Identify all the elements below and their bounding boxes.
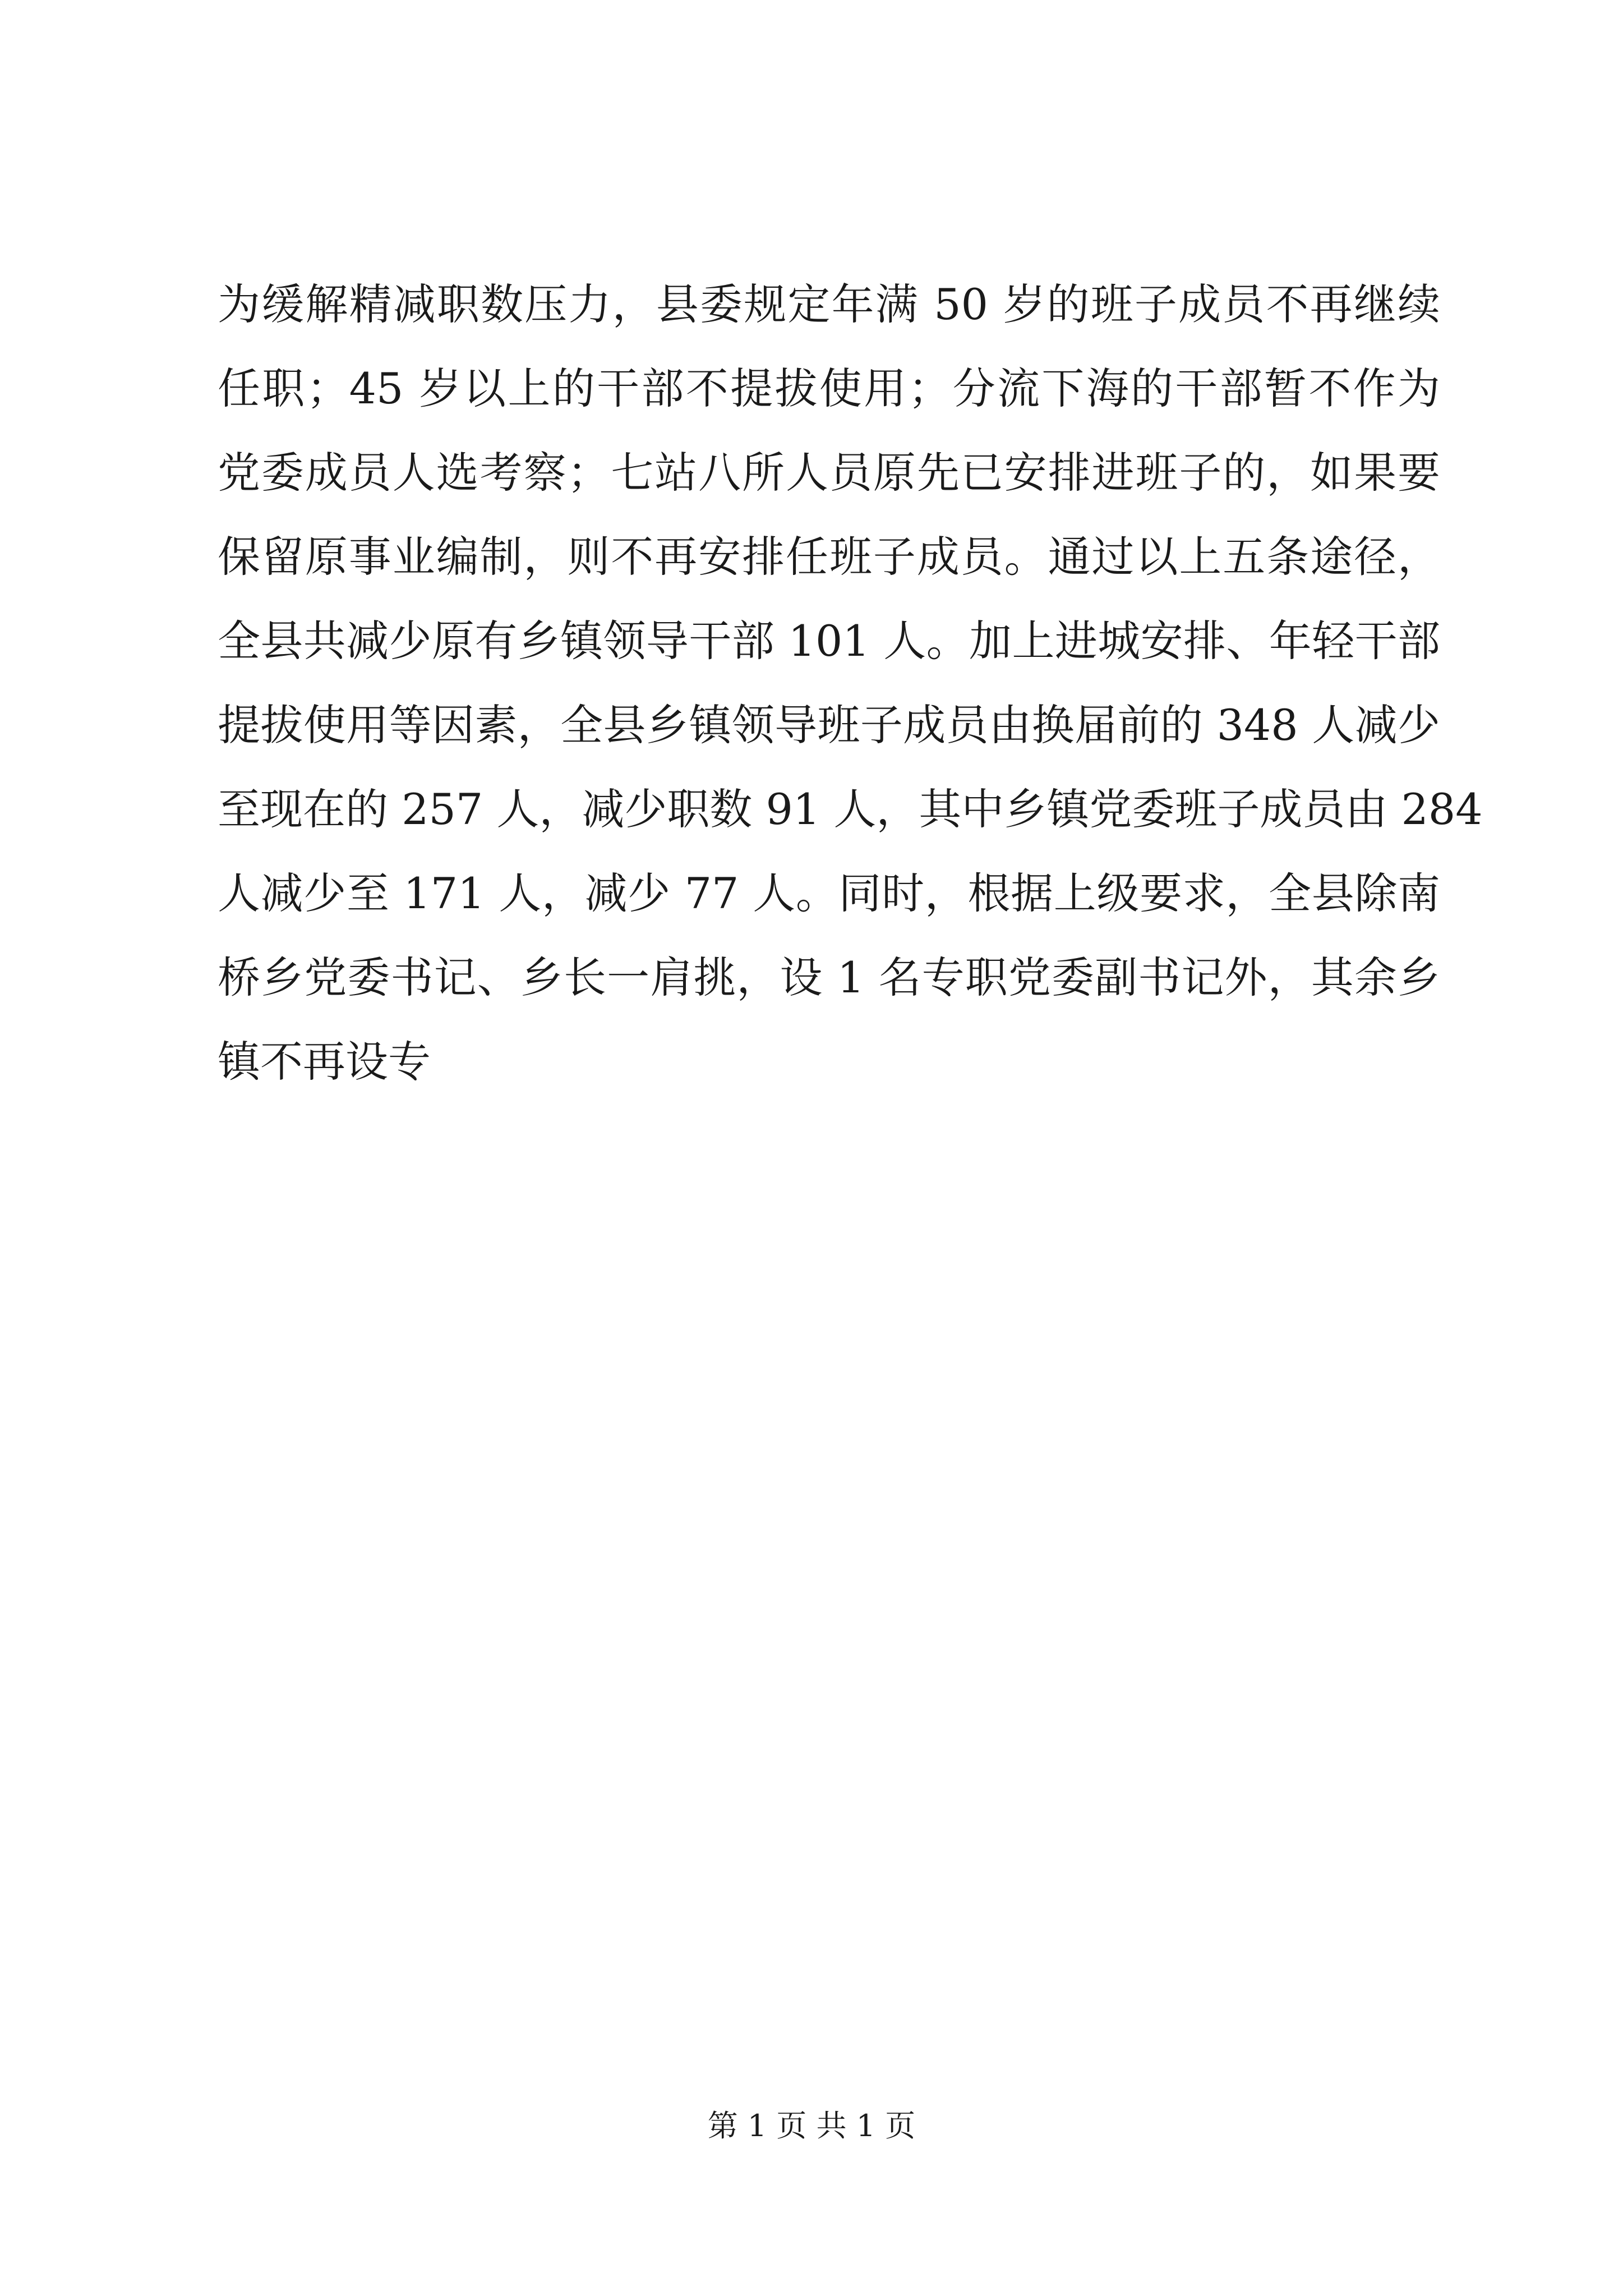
paragraph-line: 提拔使用等因素，全县乡镇领导班子成员由换届前的 348 人减少 <box>218 700 1440 750</box>
paragraph-line: 镇不再设专 <box>218 1037 431 1087</box>
paragraph-line: 为缓解精减职数压力，县委规定年满 50 岁的班子成员不再继续 <box>218 279 1440 329</box>
page-footer <box>0 2104 1623 2148</box>
paragraph-line: 人减少至 171 人，减少 77 人。同时，根据上级要求，全县除南 <box>218 868 1440 918</box>
paragraph-line: 保留原事业编制，则不再安排任班子成员。通过以上五条途径， <box>218 532 1440 582</box>
paragraph-line: 至现在的 257 人，减少职数 91 人，其中乡镇党委班子成员由 284 <box>218 784 1483 834</box>
paragraph-line: 全县共减少原有乡镇领导干部 101 人。加上进城安排、年轻干部 <box>218 616 1440 666</box>
page-number-label: 第 1 页 共 1 页 <box>707 2108 916 2143</box>
body-paragraph <box>218 263 1483 1104</box>
paragraph-line: 任职；45 岁以上的干部不提拔使用；分流下海的干部暂不作为 <box>218 364 1440 413</box>
paragraph-line: 桥乡党委书记、乡长一肩挑，设 1 名专职党委副书记外，其余乡 <box>218 953 1440 1002</box>
paragraph-line: 党委成员人选考察；七站八所人员原先已安排进班子的，如果要 <box>218 448 1440 498</box>
